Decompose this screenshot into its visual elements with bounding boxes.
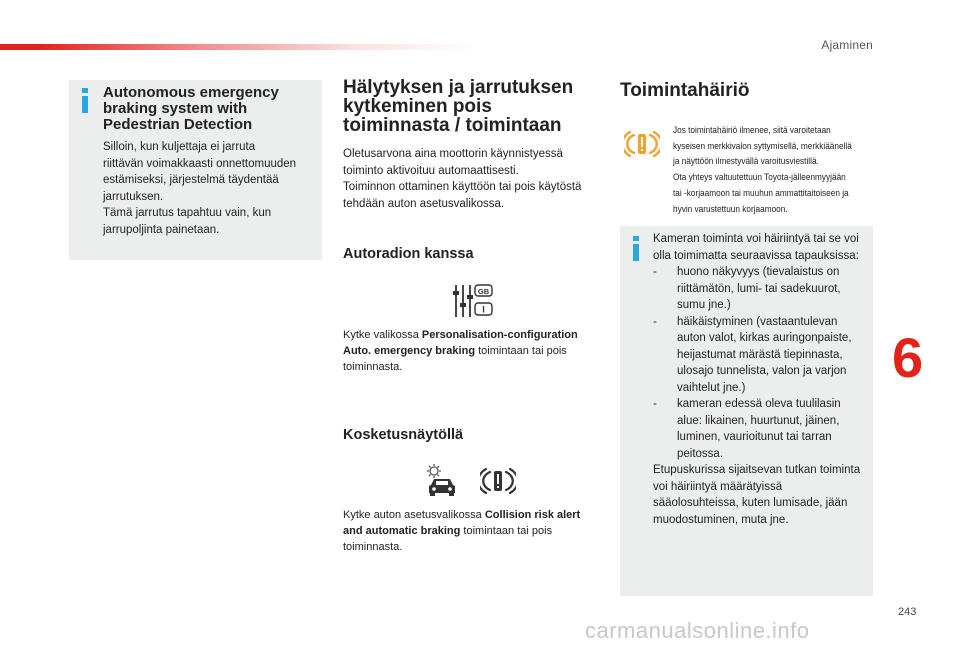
malfunction-warning-text: Jos toimintahäiriö ilmenee, siitä varoitetaan kyseisen merkkivalon syttymisellä, merkkiäänellä ja näyttöön ilmestyvällä varoitusviestillä. Ota yhteys valtuutettuun Toyota-jälleenmyyjään tai -korjaamoon tai muuhun ammattitaitoiseen ja hyvin varustettuun korjaamoon. (673, 125, 852, 215)
info-box-text: Silloin, kun kuljettaja ei jarruta riittävän voimakkaasti onnettomuuden estämiseksi, järjestelmä täydentää jarrutuksen. Tämä jarrutus tapahtuu vain, kun jarrupoljinta painetaan. (103, 141, 297, 236)
collision-warning-icon (480, 465, 516, 497)
heading-toggle-alert-braking: Hälytyksen ja jarrutuksen kytkeminen pois toiminnasta / toimintaan (343, 77, 574, 136)
radio-icon-badge: GB (477, 287, 490, 296)
top-accent-bar (0, 44, 480, 50)
settings-sliders-icon (452, 283, 494, 319)
intro-text: Oletusarvona aina moottorin käynnistyessä toiminto aktivoituu automaattisesti. Toiminnon ottaminen käyttöön tai pois käytöstä tehdään auton asetusvalikossa. (343, 148, 582, 210)
heading-malfunction: Toimintahäiriö (620, 80, 750, 101)
heading-touchscreen: Kosketusnäytöllä (343, 427, 464, 443)
watermark: carmanualsonline.info (585, 618, 810, 643)
collision-warning-light-icon (624, 128, 660, 160)
camera-info-text: Kameran toiminta voi häiriintyä tai se voi olla toimimatta seuraavissa tapauksissa: - huono näkyvyys (tievalaistus on riittämätön, lumi- tai sadekuurot, sumu jne.) - häikäistyminen (vastaantulevan auton valot, kirkas auringonpaiste, heijastumat märästä tiepinnasta, ulosajo tunnelista, valon ja varjon vaihtelut jne.) - kameran edessä oleva tuulilasin alue: likainen, huurtunut, jäinen, luminen, vaurioitunut tai tarran peitossa. Etupuskurissa sijaitsevan tutkan toiminta voi häiriintyä määrätyissä sääolosuhteissa, kuten lumisade, jään muodostuminen, muta jne. (653, 231, 863, 528)
page-number: 243 (898, 606, 917, 618)
radio-instruction: Kytke valikossa Personalisation-configuration Auto. emergency braking toimintaan tai pois toiminnasta. (343, 329, 578, 373)
chapter-number: 6 (892, 326, 924, 389)
list-item: - kameran edessä oleva tuulilasin alue: likainen, huurtunut, jäinen, luminen, vaurioitunut tai tarran peitossa. (653, 398, 841, 460)
list-item: - häikäistyminen (vastaantulevan auton valot, kirkas auringonpaiste, heijastumat märästä tiepinnasta, ulosajo tunnelista, valon ja varjon vaihtelut jne.) (653, 315, 852, 394)
list-item: - huono näkyvyys (tievalaistus on riittämätön, lumi- tai sadekuurot, sumu jne.) (653, 266, 841, 311)
info-box-title: Autonomous emergency braking system with Pedestrian Detection (103, 84, 279, 133)
car-settings-icon (424, 463, 460, 497)
section-title: Ajaminen (821, 38, 873, 52)
touchscreen-instruction: Kytke auton asetusvalikossa Collision risk alert and automatic braking toimintaan tai pois toiminnasta. (343, 509, 581, 553)
radio-icon-sub: I (482, 304, 485, 315)
heading-with-radio: Autoradion kanssa (343, 246, 474, 262)
